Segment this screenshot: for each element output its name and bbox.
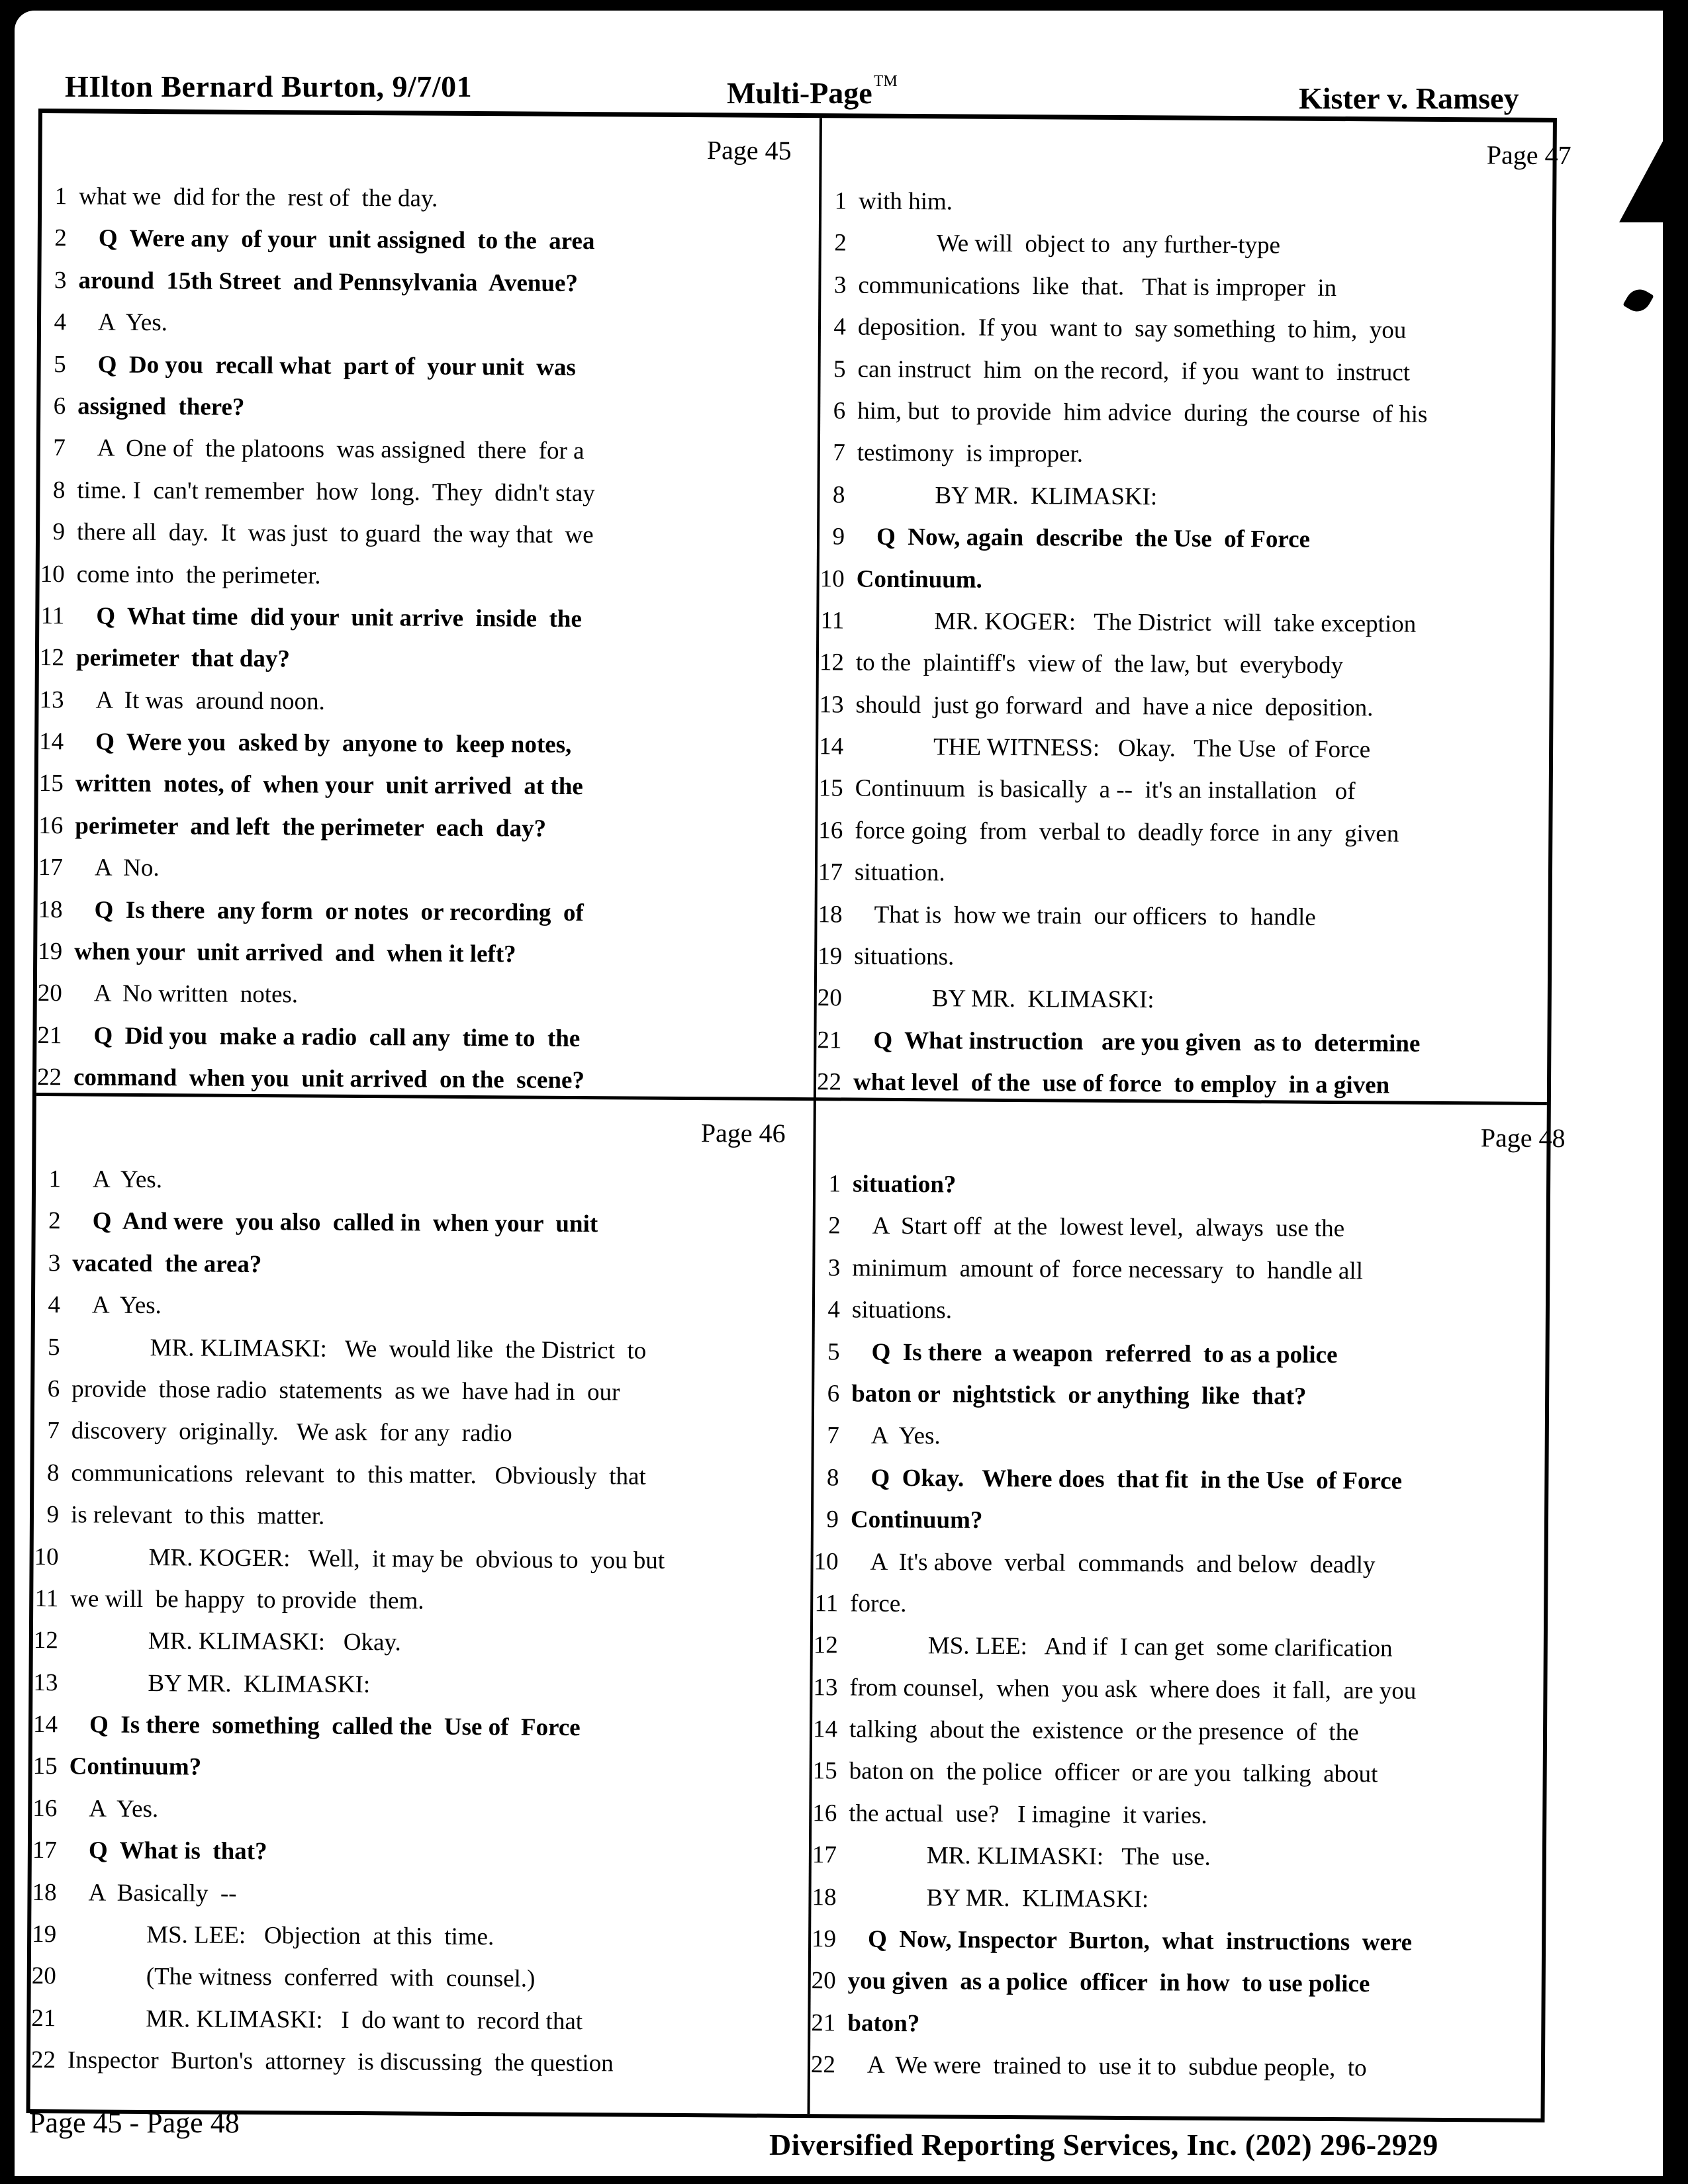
line-text: perimeter that day? bbox=[75, 644, 291, 673]
transcript-line bbox=[820, 432, 1575, 478]
line-number: 11 bbox=[40, 602, 65, 630]
transcript-line bbox=[32, 1829, 786, 1876]
line-text: A Yes. bbox=[97, 308, 168, 337]
transcript-line bbox=[33, 1578, 788, 1624]
line-text: Continuum. bbox=[856, 565, 983, 594]
transcript-line bbox=[38, 805, 792, 851]
transcript-line bbox=[818, 684, 1573, 730]
transcript-line bbox=[815, 1289, 1570, 1335]
page-number: Page 46 bbox=[700, 1118, 786, 1148]
transcript-line bbox=[817, 978, 1571, 1024]
transcript-lines bbox=[30, 1158, 790, 2086]
line-text: with him. bbox=[859, 187, 953, 216]
line-number: 5 bbox=[47, 1333, 60, 1361]
line-text: situations. bbox=[851, 1296, 953, 1324]
transcript-line bbox=[815, 1247, 1570, 1293]
page-number: Page 45 bbox=[706, 135, 792, 165]
line-number: 14 bbox=[39, 728, 64, 756]
footer-company: Diversified Reporting Services, Inc. (202) 296-2929 bbox=[769, 2128, 1438, 2161]
line-text: MR. KLIMASKI: We would like the District to bbox=[150, 1334, 647, 1365]
line-text: A Yes. bbox=[89, 1795, 159, 1823]
line-number: 12 bbox=[819, 649, 845, 676]
line-text: A No written notes. bbox=[93, 979, 299, 1009]
transcript-line bbox=[40, 511, 794, 557]
transcript-line bbox=[38, 721, 793, 767]
page-number: Page 48 bbox=[1480, 1122, 1566, 1154]
transcript-line bbox=[818, 768, 1573, 814]
transcript-line bbox=[820, 516, 1574, 562]
line-number: 20 bbox=[817, 984, 842, 1012]
line-number: 6 bbox=[53, 392, 66, 420]
line-number: 14 bbox=[812, 1715, 838, 1743]
line-text: Q What instruction are you given as to determine bbox=[873, 1026, 1421, 1058]
transcript-page bbox=[810, 1101, 1571, 2082]
line-number: 8 bbox=[46, 1459, 60, 1486]
transcript-line bbox=[816, 1061, 1571, 1107]
transcript-line bbox=[814, 1331, 1569, 1377]
line-text: A Yes. bbox=[870, 1422, 941, 1450]
transcript-lines bbox=[816, 180, 1576, 1108]
line-text: situation. bbox=[854, 858, 945, 887]
line-text: A No. bbox=[94, 854, 160, 882]
header-case: Kister v. Ramsey bbox=[1299, 81, 1519, 115]
line-text: Q Now, again describe the Use of Force bbox=[876, 523, 1311, 553]
line-text: A Start off at the lowest level, always use the bbox=[872, 1212, 1345, 1243]
transcript-page bbox=[816, 118, 1577, 1099]
footer-page-range: Page 45 - Page 48 bbox=[29, 2107, 240, 2139]
transcript-line bbox=[814, 1457, 1568, 1503]
line-number: 9 bbox=[52, 518, 66, 546]
transcript-line bbox=[36, 1015, 791, 1061]
line-text: A Yes. bbox=[91, 1291, 162, 1320]
transcript-line bbox=[813, 1582, 1568, 1629]
transcript-line bbox=[821, 180, 1576, 226]
line-text: can instruct him on the record, if you want to instruct bbox=[857, 355, 1411, 387]
line-number: 21 bbox=[811, 2009, 836, 2037]
transcript-line bbox=[819, 642, 1573, 688]
transcript-line bbox=[812, 1666, 1567, 1713]
line-number: 17 bbox=[32, 1837, 58, 1864]
line-number: 1 bbox=[48, 1165, 62, 1193]
line-text: testimony is improper. bbox=[857, 439, 1084, 468]
line-number: 5 bbox=[833, 355, 846, 383]
line-text: THE WITNESS: Okay. The Use of Force bbox=[933, 733, 1371, 764]
line-number: 2 bbox=[834, 229, 847, 257]
line-text: Inspector Burton's attorney is discussing the question bbox=[67, 2046, 614, 2077]
line-text: Q Now, Inspector Burton, what instructions were bbox=[868, 1925, 1413, 1956]
line-number: 21 bbox=[817, 1026, 842, 1054]
transcript-line bbox=[37, 972, 792, 1019]
line-text: from counsel, when you ask where does it fall, are you bbox=[849, 1674, 1417, 1705]
transcript-page bbox=[30, 1096, 791, 2077]
line-text: A Basically -- bbox=[88, 1879, 237, 1907]
line-text: MR. KOGER: Well, it may be obvious to you but bbox=[148, 1543, 665, 1574]
transcript-line bbox=[36, 1056, 791, 1103]
line-text: situation? bbox=[852, 1170, 957, 1199]
line-text: is relevant to this matter. bbox=[70, 1501, 325, 1530]
line-text: vacated the area? bbox=[72, 1250, 262, 1278]
transcript-line bbox=[30, 1997, 785, 2044]
transcript-line bbox=[810, 2002, 1565, 2048]
line-number: 16 bbox=[812, 1799, 837, 1827]
line-text: Q Did you make a radio call any time to the bbox=[93, 1022, 581, 1052]
line-text: around 15th Street and Pennsylvania Avenue? bbox=[78, 267, 579, 297]
line-number: 18 bbox=[812, 1883, 837, 1911]
transcript-line bbox=[41, 259, 796, 306]
transcript-line bbox=[813, 1624, 1568, 1670]
transcript-line bbox=[30, 2039, 785, 2085]
line-text: A It's above verbal commands and below deadly bbox=[870, 1548, 1376, 1578]
transcript-lines bbox=[810, 1163, 1570, 2091]
line-number: 2 bbox=[828, 1212, 841, 1240]
line-text: baton? bbox=[847, 2009, 920, 2037]
line-number: 11 bbox=[34, 1584, 59, 1613]
line-text: you given as a police officer in how to use police bbox=[847, 1967, 1370, 1998]
line-text: Continuum? bbox=[69, 1752, 202, 1782]
transcript-line bbox=[814, 1415, 1569, 1461]
line-number: 4 bbox=[827, 1296, 841, 1324]
line-number: 7 bbox=[833, 439, 845, 467]
line-number: 5 bbox=[54, 350, 66, 378]
transcript-line bbox=[38, 846, 792, 893]
line-number: 6 bbox=[47, 1375, 60, 1403]
line-number: 2 bbox=[48, 1207, 61, 1235]
product-name: Multi-Page bbox=[727, 76, 872, 110]
transcript-line bbox=[821, 222, 1576, 269]
line-number: 5 bbox=[827, 1338, 840, 1365]
line-text: That is how we train our officers to handle bbox=[874, 901, 1316, 931]
line-text: there all day. It was just to guard the way that we bbox=[76, 518, 594, 549]
line-text: what level of the use of force to employ in a given bbox=[853, 1068, 1390, 1099]
line-text: MR. KLIMASKI: The use. bbox=[926, 1842, 1211, 1872]
line-number: 2 bbox=[54, 224, 67, 252]
scan-corner-shadow bbox=[1619, 136, 1665, 222]
transcript-line bbox=[39, 637, 794, 683]
line-text: the actual use? I imagine it varies. bbox=[849, 1799, 1207, 1829]
line-text: Q Is there something called the Use of Force bbox=[89, 1711, 581, 1742]
transcript-line bbox=[814, 1498, 1568, 1545]
line-number: 17 bbox=[38, 854, 64, 882]
line-text: communications like that. That is improper in bbox=[858, 271, 1337, 302]
transcript-line bbox=[34, 1452, 788, 1498]
line-text: Q What time did your unit arrive inside the bbox=[96, 602, 582, 633]
line-number: 20 bbox=[31, 1962, 56, 1990]
line-text: what we did for the rest of the day. bbox=[79, 183, 438, 212]
line-text: MS. LEE: Objection at this time. bbox=[146, 1921, 494, 1951]
line-number: 8 bbox=[826, 1464, 839, 1492]
line-text: come into the perimeter. bbox=[76, 560, 321, 590]
transcript-line bbox=[34, 1326, 789, 1373]
transcript-line bbox=[816, 1163, 1570, 1209]
transcript-lines bbox=[36, 175, 796, 1103]
transcript-line bbox=[34, 1494, 788, 1540]
transcript-line bbox=[814, 1373, 1569, 1419]
transcript-line bbox=[813, 1541, 1568, 1587]
transcript-line bbox=[38, 762, 793, 809]
line-text: should just go forward and have a nice deposition. bbox=[855, 691, 1374, 722]
line-text: MR. KLIMASKI: Okay. bbox=[148, 1627, 401, 1657]
line-number: 17 bbox=[818, 858, 843, 886]
transcript-line bbox=[816, 1205, 1570, 1251]
line-number: 10 bbox=[34, 1543, 59, 1570]
transcript-line bbox=[817, 935, 1571, 981]
transcript-line bbox=[37, 889, 792, 935]
line-text: Q Were you asked by anyone to keep notes, bbox=[95, 728, 572, 759]
transcript-line bbox=[820, 390, 1575, 436]
line-number: 19 bbox=[38, 938, 63, 966]
transcript-line bbox=[811, 1960, 1566, 2007]
line-number: 20 bbox=[37, 979, 62, 1007]
line-text: Q Okay. Where does that fit in the Use of Force bbox=[870, 1464, 1403, 1495]
line-text: BY MR. KLIMASKI: bbox=[931, 985, 1154, 1014]
line-number: 1 bbox=[834, 187, 847, 215]
line-number: 13 bbox=[819, 690, 844, 719]
line-number: 3 bbox=[833, 271, 847, 299]
line-number: 10 bbox=[40, 560, 65, 588]
line-text: situations. bbox=[854, 942, 955, 971]
line-number: 4 bbox=[833, 313, 847, 341]
line-number: 15 bbox=[38, 770, 64, 797]
transcript-line bbox=[34, 1368, 789, 1414]
line-text: Q What is that? bbox=[88, 1837, 267, 1866]
transcript-line bbox=[40, 427, 795, 473]
line-number: 15 bbox=[812, 1757, 837, 1785]
trademark-mark: TM bbox=[873, 73, 898, 90]
transcript-line bbox=[37, 931, 792, 977]
line-text: MR. KOGER: The District will take exception bbox=[934, 608, 1417, 638]
line-number: 16 bbox=[32, 1794, 58, 1823]
line-text: communications relevant to this matter. Obviously that bbox=[71, 1459, 646, 1490]
transcript-line bbox=[32, 1662, 787, 1708]
line-number: 13 bbox=[39, 686, 64, 713]
line-text: MR. KLIMASKI: I do want to record that bbox=[146, 2005, 583, 2035]
line-number: 19 bbox=[32, 1921, 57, 1948]
transcript-line bbox=[811, 1918, 1566, 1964]
transcript-line bbox=[819, 558, 1573, 604]
line-text: A It was around noon. bbox=[95, 686, 325, 715]
transcript-line bbox=[810, 2044, 1565, 2090]
line-number: 16 bbox=[818, 817, 843, 844]
line-number: 16 bbox=[38, 811, 64, 840]
transcript-line bbox=[35, 1242, 790, 1289]
transcript-line bbox=[820, 474, 1574, 520]
transcript-line bbox=[820, 348, 1575, 394]
transcript-line bbox=[35, 1284, 790, 1330]
transcript-line bbox=[811, 1876, 1566, 1923]
line-text: BY MR. KLIMASKI: bbox=[926, 1884, 1149, 1913]
transcript-line bbox=[817, 893, 1571, 940]
line-number: 14 bbox=[819, 733, 844, 760]
transcript-line bbox=[32, 1788, 786, 1834]
line-text: MS. LEE: And if I can get some clarification bbox=[927, 1632, 1393, 1662]
line-text: Continuum? bbox=[850, 1506, 983, 1534]
line-text: force going from verbal to deadly force in any given bbox=[855, 817, 1399, 848]
line-text: when your unit arrived and when it left? bbox=[74, 938, 516, 968]
transcript-line bbox=[40, 553, 794, 600]
line-text: Q Is there a weapon referred to as a police bbox=[871, 1338, 1338, 1369]
line-number: 7 bbox=[827, 1422, 839, 1449]
line-number: 18 bbox=[38, 895, 63, 923]
line-number: 7 bbox=[53, 434, 66, 462]
transcript-line bbox=[39, 595, 794, 641]
line-number: 18 bbox=[818, 900, 843, 929]
line-number: 11 bbox=[814, 1590, 839, 1617]
line-text: Q Were any of your unit assigned to the area bbox=[98, 224, 595, 255]
transcript-line bbox=[818, 725, 1573, 772]
line-number: 17 bbox=[812, 1841, 837, 1869]
line-number: 14 bbox=[32, 1711, 58, 1739]
line-number: 1 bbox=[828, 1170, 841, 1198]
line-text: assigned there? bbox=[77, 392, 245, 421]
transcript-line bbox=[41, 301, 796, 347]
transcript-line bbox=[821, 264, 1575, 310]
line-number: 19 bbox=[818, 942, 843, 970]
line-text: provide those radio statements as we have had in our bbox=[71, 1375, 620, 1406]
line-text: baton or nightstick or anything like that? bbox=[851, 1380, 1307, 1410]
transcript-line bbox=[812, 1708, 1567, 1754]
transcript-line bbox=[31, 1872, 786, 1918]
scan-mark bbox=[1667, 1166, 1679, 1169]
line-number: 12 bbox=[33, 1627, 58, 1655]
transcript-line bbox=[42, 175, 796, 222]
transcript-page bbox=[36, 113, 797, 1095]
line-text: BY MR. KLIMASKI: bbox=[935, 482, 1158, 511]
transcript-line bbox=[33, 1536, 788, 1582]
line-number: 22 bbox=[816, 1068, 842, 1096]
line-number: 22 bbox=[810, 2051, 836, 2079]
line-number: 3 bbox=[48, 1249, 61, 1277]
scan-ink-blot bbox=[1622, 285, 1654, 316]
line-number: 12 bbox=[39, 644, 65, 672]
transcript-line bbox=[31, 1955, 786, 2001]
header-witness: HIlton Bernard Burton, 9/7/01 bbox=[65, 69, 473, 103]
line-number: 9 bbox=[826, 1506, 839, 1533]
line-number: 9 bbox=[832, 523, 845, 551]
line-text: discovery originally. We ask for any radio bbox=[71, 1417, 512, 1447]
line-number: 10 bbox=[814, 1547, 839, 1575]
line-number: 12 bbox=[813, 1631, 838, 1659]
line-text: We will object to any further-type bbox=[936, 230, 1281, 259]
line-text: talking about the existence or the presence of the bbox=[849, 1715, 1359, 1747]
line-number: 19 bbox=[812, 1925, 837, 1953]
line-number: 8 bbox=[52, 476, 66, 504]
line-text: A Yes. bbox=[92, 1165, 163, 1194]
transcript-line bbox=[38, 679, 793, 725]
line-number: 15 bbox=[818, 774, 843, 802]
page-number: Page 47 bbox=[1486, 140, 1571, 171]
transcript-line bbox=[818, 851, 1572, 897]
line-text: BY MR. KLIMASKI: bbox=[148, 1669, 371, 1698]
line-number: 1 bbox=[54, 183, 68, 210]
line-number: 8 bbox=[832, 481, 845, 509]
transcript-line bbox=[42, 217, 796, 263]
line-text: perimeter and left the perimeter each day? bbox=[75, 812, 547, 842]
transcript-line bbox=[812, 1834, 1566, 1880]
line-number: 4 bbox=[48, 1291, 61, 1319]
line-number: 11 bbox=[820, 607, 845, 635]
line-number: 20 bbox=[811, 1967, 836, 1995]
line-text: command when you unit arrived on the scene? bbox=[73, 1064, 585, 1095]
transcript-line bbox=[36, 1200, 790, 1246]
transcript-line bbox=[821, 306, 1575, 352]
line-number: 21 bbox=[31, 2004, 56, 2032]
transcript-line bbox=[33, 1619, 788, 1666]
line-text: (The witness conferred with counsel.) bbox=[146, 1963, 536, 1993]
line-number: 18 bbox=[32, 1878, 57, 1906]
line-number: 13 bbox=[33, 1668, 58, 1696]
line-text: minimum amount of force necessary to handle all bbox=[852, 1254, 1364, 1285]
line-number: 3 bbox=[54, 266, 67, 295]
transcript-line bbox=[36, 1158, 790, 1205]
transcript-line bbox=[40, 385, 795, 432]
transcript-line bbox=[812, 1792, 1566, 1839]
transcript-line bbox=[32, 1704, 787, 1750]
line-number: 3 bbox=[827, 1254, 841, 1282]
line-text: Q Do you recall what part of your unit was bbox=[97, 351, 576, 381]
transcript-line bbox=[812, 1751, 1566, 1797]
line-text: to the plaintiff's view of the law, but everybody bbox=[855, 649, 1344, 680]
transcript-line bbox=[816, 1019, 1571, 1066]
transcript-line bbox=[40, 343, 795, 390]
line-number: 22 bbox=[36, 1064, 62, 1091]
transcript-line bbox=[32, 1745, 787, 1792]
line-text: A One of the platoons was assigned there for a bbox=[97, 434, 585, 465]
transcript-line bbox=[34, 1410, 789, 1456]
line-text: him, but to provide him advice during the course of his bbox=[857, 397, 1428, 428]
line-text: Q And were you also called in when your unit bbox=[92, 1207, 598, 1238]
line-number: 7 bbox=[47, 1417, 60, 1445]
transcript-frame bbox=[26, 109, 1571, 2122]
header-product bbox=[727, 73, 898, 111]
line-text: force. bbox=[850, 1590, 907, 1617]
line-number: 21 bbox=[37, 1021, 62, 1050]
line-text: A We were trained to use it to subdue people, to bbox=[867, 2051, 1367, 2082]
line-text: deposition. If you want to say something to him, you bbox=[857, 313, 1407, 344]
line-number: 15 bbox=[32, 1752, 58, 1780]
transcript-line bbox=[31, 1913, 786, 1960]
transcript-line bbox=[819, 600, 1573, 646]
scan-bottom-edge bbox=[0, 2176, 1688, 2184]
line-number: 4 bbox=[54, 308, 67, 336]
line-number: 13 bbox=[813, 1673, 838, 1702]
line-number: 22 bbox=[30, 2046, 56, 2074]
line-text: we will be happy to provide them. bbox=[70, 1585, 424, 1615]
line-number: 6 bbox=[827, 1380, 840, 1408]
line-text: Q Is there any form or notes or recording of bbox=[94, 896, 584, 927]
line-number: 6 bbox=[833, 397, 846, 425]
line-text: Continuum is basically a -- it's an installation of bbox=[855, 775, 1356, 805]
line-text: time. I can't remember how long. They didn't stay bbox=[77, 477, 595, 507]
transcript-line bbox=[40, 469, 794, 516]
line-number: 10 bbox=[820, 565, 845, 592]
line-text: baton on the police officer or are you talking about bbox=[849, 1757, 1378, 1788]
line-text: written notes, of when your unit arrived at the bbox=[75, 770, 583, 801]
line-number: 9 bbox=[46, 1501, 60, 1529]
transcript-line bbox=[818, 809, 1572, 856]
